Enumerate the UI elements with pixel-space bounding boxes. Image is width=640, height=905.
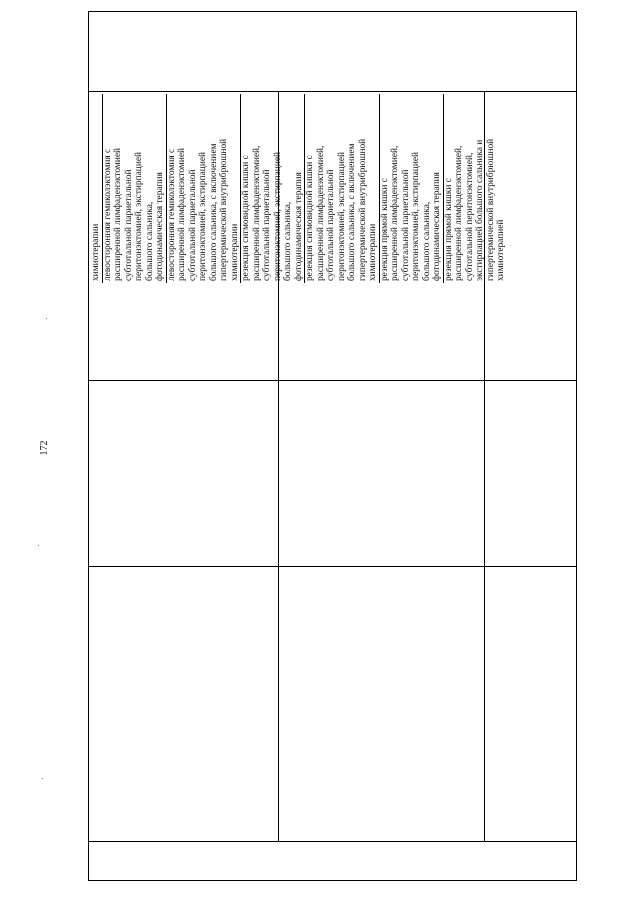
procedure-line: резекция прямой кишки с [443,178,454,281]
procedure-line: химиотерапии [91,223,101,281]
procedure-line: гипертермической внутрибрюшной [357,138,368,281]
procedure-entry [305,94,380,283]
procedure-line: фотодинамическая терапия [155,172,165,281]
procedure-line: субтотальной париетальной [187,169,198,281]
procedure-entry [167,94,242,283]
procedure-entry [241,94,305,283]
row-divider [89,841,576,842]
procedure-line: большого сальника, с включением [208,143,219,281]
procedure-line: субтотальной париетальной [123,169,134,281]
procedure-line: химиотерапией [496,219,506,281]
procedure-list [91,94,561,283]
procedure-line: фотодинамическая терапия [432,172,442,281]
scan-speck [42,778,43,779]
procedure-line: фотодинамическая терапия [293,172,304,281]
procedure-line: расширенной лимфаденэктомией, [390,145,400,281]
scan-speck [46,318,47,319]
procedure-line: расширенной лимфаденэктомией, [251,145,262,281]
procedure-line: субтотальной париетальной [262,169,272,281]
procedure-line: гипертермической внутрибрюшной [219,138,229,281]
procedure-line: большого сальника, [144,201,155,281]
procedure-line: резекция прямой кишки с [379,178,390,281]
procedure-line: расширенной лимфаденэктомией [113,147,123,281]
procedure-entry [444,94,507,283]
procedure-line: левосторонняя гемиколэктомия с [102,148,113,281]
procedure-line: субтотальной париетальной [400,169,411,281]
procedure-line: перитонэктомией, экстирпацией [134,151,144,281]
procedure-line: субтотальной перитонэктомией, [464,152,475,281]
procedure-line: расширенной лимфаденэктомией, [454,145,464,281]
procedure-entry [380,94,444,283]
procedure-line: перитонэктомией, экстирпацией [411,151,421,281]
procedure-line: большого сальника, с включением [347,143,357,281]
procedure-line: большого сальника, [421,201,432,281]
procedure-line: левосторонняя гемиколэктомия с [166,148,177,281]
procedure-line: гипертермической внутрибрюшной [485,138,496,281]
row-divider [89,91,576,92]
procedure-line: расширенной лимфаденэктомией [177,147,187,281]
row-divider [89,566,576,567]
procedure-line: перитонэктомией, экстирпацией [272,151,283,281]
procedure-line: расширенной лимфаденэктомией, [315,145,326,281]
page-number: 172 [38,440,50,456]
procedure-line: химиотерапии [368,223,378,281]
procedure-line: перитонэктомией, экстирпацией [336,151,347,281]
scan-speck [38,545,39,546]
procedure-entry [91,94,103,283]
procedure-entry [103,94,167,283]
procedure-line: перитонэктомией, экстирпацией [198,151,208,281]
procedure-line: субтотальной париетальной [326,169,336,281]
procedure-line: резекция сигмовидной кишки с [305,155,315,281]
procedure-line: большого сальника, [283,201,293,281]
procedure-line: химиотерапии [229,223,240,281]
procedure-line: экстирпацией большого сальника и [475,139,485,281]
row-divider [89,380,576,381]
procedure-line: резекция сигмовидной кишки с [241,155,251,281]
